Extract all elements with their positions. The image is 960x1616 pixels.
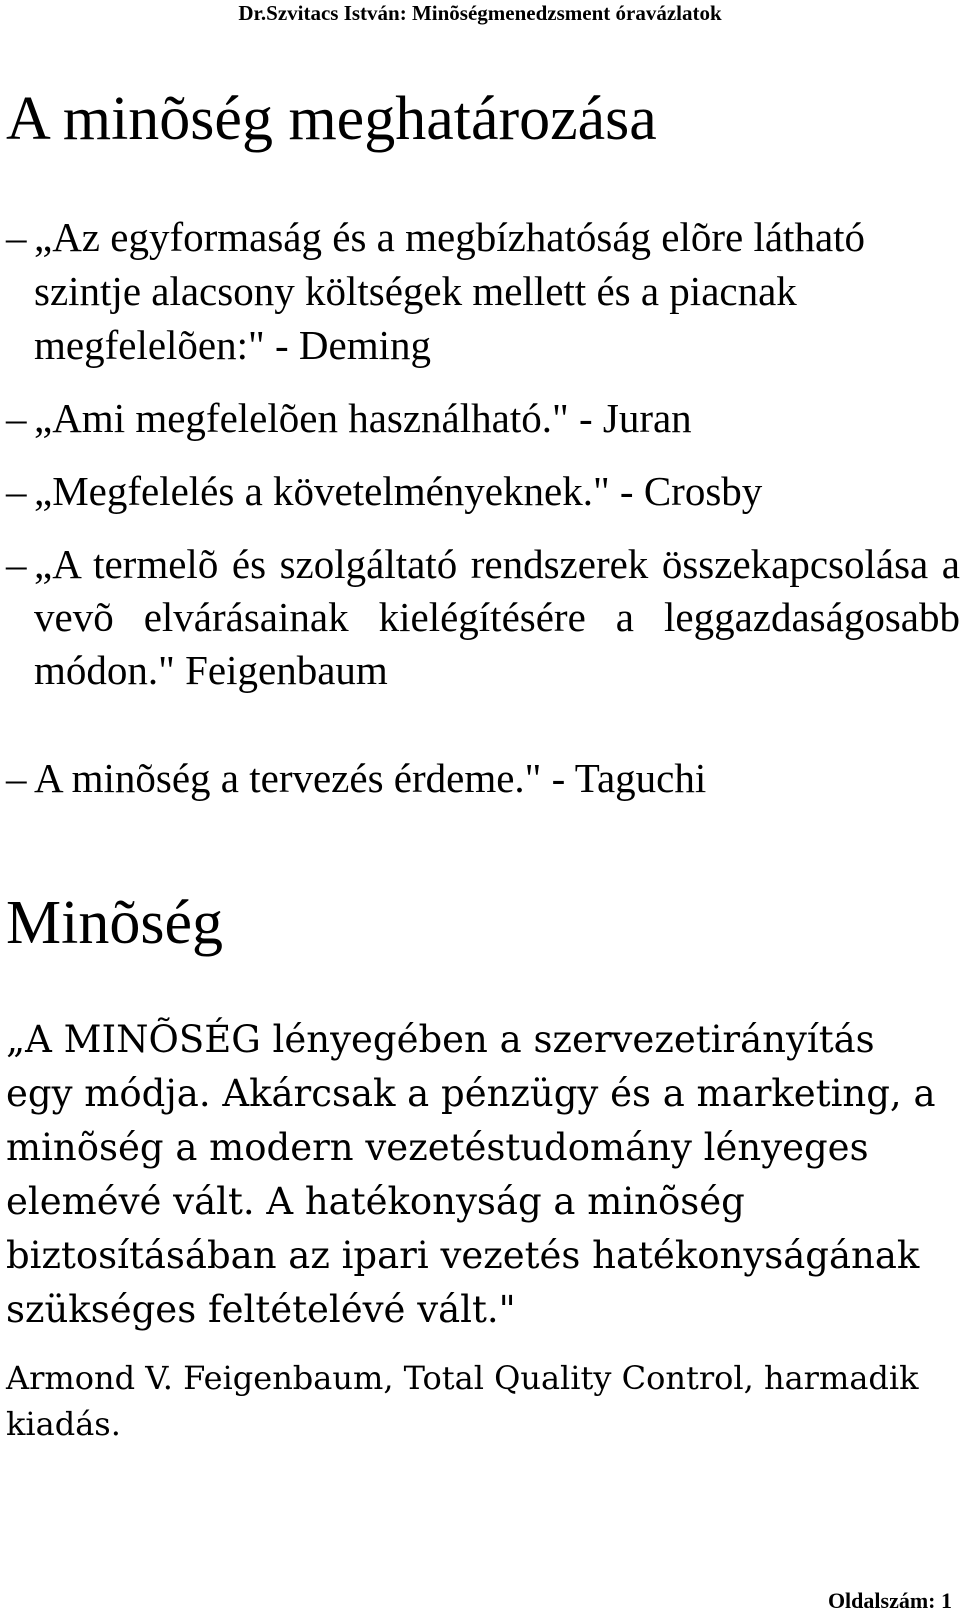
dash-bullet: – (6, 468, 27, 514)
list-item-feigenbaum (0, 538, 960, 750)
definition-list (0, 210, 960, 805)
section-title: Minõség (6, 889, 223, 957)
quote-crosby: „Megfelelés a követelményeknek." - Crosby (34, 468, 763, 514)
quality-paragraph: „A MINÕSÉG lényegében a szervezetirányítás egy módja. Akárcsak a pénzügy és a marketing, a minõség a modern vezetéstudomány lényeges elemévé vált. A hatékonyság a minõség biztosításában az ipari vezetés hatékonyságának szükséges feltételévé vált." (6, 1018, 936, 1331)
dash-bullet: – (6, 755, 27, 801)
dash-bullet: – (6, 395, 27, 441)
quote-feigenbaum: „A termelõ és szolgáltató rendszerek összekapcsolása a vevõ elvárásainak kielégítésére a leggazdaságosabb módon." Feigenbaum (34, 541, 960, 693)
citation: Armond V. Feigenbaum, Total Quality Control, harmadik kiadás. (6, 1359, 919, 1443)
list-item-deming (0, 210, 960, 372)
list-item-taguchi (0, 751, 960, 805)
list-item-crosby (0, 464, 960, 518)
page-number: Oldalszám: 1 (827, 1588, 952, 1613)
dash-bullet: – (6, 214, 27, 260)
list-item-juran (0, 391, 960, 445)
quote-deming: „Az egyformaság és a megbízhatóság elõre látható szintje alacsony költségek mellett és a piacnak megfelelõen:" - Deming (34, 214, 866, 368)
page-header: Dr.Szvitacs István: Minõségmenedzsment óravázlatok (238, 1, 722, 25)
quote-juran: „Ami megfelelõen használható." - Juran (34, 395, 692, 441)
page-title: A minõség meghatározása (6, 85, 657, 153)
dash-bullet: – (6, 541, 27, 587)
quote-taguchi: A minõség a tervezés érdeme." - Taguchi (34, 755, 707, 801)
